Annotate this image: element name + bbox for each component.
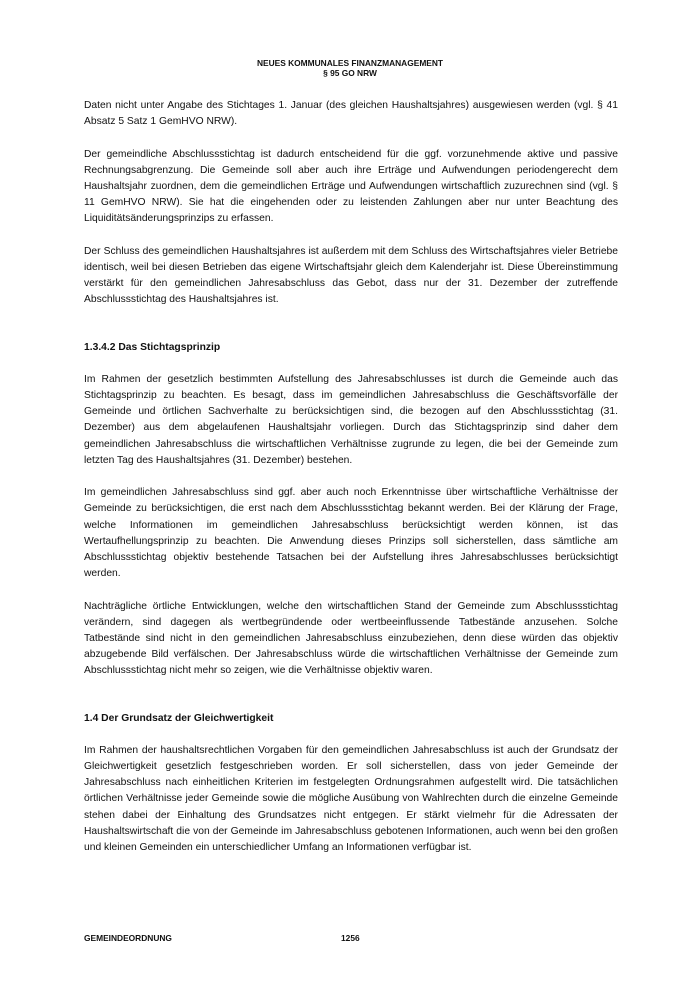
paragraph: Daten nicht unter Angabe des Stichtages 1. Januar (des gleichen Haushaltsjahres) ausgewiesen werden (vgl. § 41 Absatz 5 Satz 1 GemHVO NRW).: [84, 100, 618, 128]
section-heading: 1.4 Der Grundsatz der Gleichwertigkeit: [84, 712, 274, 724]
paragraph: Im gemeindlichen Jahresabschluss sind ggf. aber auch noch Erkenntnisse über wirtschaftliche Verhältnisse der Gemeinde zu berücksichtigen, die erst nach dem Abschlussstichtag bekannt werden. Bei der Klärung der Frage, welche Informationen im gemeindlichen Jahresabschluss berücksichtigt werden können, ist das Wertaufhellungsprinzip zu beachten. Die Anwendung dieses Prinzips soll sicherstellen, dass sämtliche am Abschlussstichtag objektiv bestehende Tatsachen bei der Aufstellung ihres Jahresabschlusses berücksichtigt werden.: [84, 487, 618, 580]
paragraph: Der gemeindliche Abschlussstichtag ist dadurch entscheidend für die ggf. vorzunehmende aktive und passive Rechnungsabgrenzung. Die Gemeinde soll aber auch ihre Erträge und Aufwendungen periodengerecht dem Haushaltsjahr zuordnen, dem die gemeindlichen Erträge und Aufwendungen wirtschaftlich zuzurechnen sind (vgl. § 11 GemHVO NRW). Sie hat die eingehenden oder zu leistenden Zahlungen aber nur unter Beachtung des Liquiditätsänderungsprinzips zu erfassen.: [84, 148, 618, 225]
section-heading: 1.3.4.2 Das Stichtagsprinzip: [84, 341, 221, 353]
paragraph: Im Rahmen der gesetzlich bestimmten Aufstellung des Jahresabschlusses ist durch die Gemeinde auch das Stichtagsprinzip zu beachten. Es besagt, dass im gemeindlichen Jahresabschluss die Geschäftsvorfälle der Gemeinde und örtlichen Sachverhalte zu berücksichtigen sind, die bezogen auf den Abschlussstichtag (31. Dezember) aus dem abgelaufenen Haushaltsjahr vorliegen. Durch das Stichtagsprinzip sind daher dem gemeindlichen Jahresabschluss die wirtschaftlichen Verhältnisse zugrunde zu legen, die bei der Gemeinde zum letzten Tag des Haushaltsjahres (31. Dezember) bestehen.: [84, 373, 618, 466]
document-body: [84, 98, 618, 856]
paragraph: Nachträgliche örtliche Entwicklungen, welche den wirtschaftlichen Stand der Gemeinde zum Abschlussstichtag verändern, sind dagegen als wertbegründende oder wertbeeinflussende Tatbestände anzusehen. Solche Tatbestände sind nicht in den gemeindlichen Jahresabschluss einzubeziehen, denn diese würden das objektiv abzugebende Bild verfälschen. Der Jahresabschluss würde die wirtschaftlichen Verhältnisse der Gemeinde zum Abschlussstichtag nicht mehr so zeigen, wie die Verhältnisse objektiv waren.: [84, 600, 618, 677]
page-number: 1256: [341, 933, 360, 943]
paragraph: Im Rahmen der haushaltsrechtlichen Vorgaben für den gemeindlichen Jahresabschluss ist auch der Grundsatz der Gleichwertigkeit gesetzlich festgeschrieben worden. Er soll sicherstellen, dass von jeder Gemeinde der Jahresabschluss nach einheitlichen Kriterien im festgelegten Ordnungsrahmen aufgestellt wird. Die tatsächlichen örtlichen Verhältnisse jeder Gemeinde sowie die mögliche Ausübung von Wahlrechten durch die einzelne Gemeinde stehen dabei der Einhaltung des Grundsatzes nicht entgegen. Er stärkt vielmehr für die Adressaten der Haushaltswirtschaft die von der Gemeinde im Jahresabschluss gebotenen Informationen, auch wenn bei den großen und kleinen Gemeinden ein unterschiedlicher Umfang an Informationen verfügbar ist.: [84, 744, 618, 854]
header-subtitle: § 95 GO NRW: [323, 68, 377, 78]
paragraph: Der Schluss des gemeindlichen Haushaltsjahres ist außerdem mit dem Schluss des Wirtschaftsjahres vieler Betriebe identisch, weil bei diesen Betrieben das eigene Wirtschaftsjahr gleich dem Kalenderjahr ist. Diese Übereinstimmung verstärkt für den gemeindlichen Jahresabschluss das Gebot, dass nur der 31. Dezember der zutreffende Abschlussstichtag des Haushaltsjahres ist.: [84, 245, 618, 306]
footer-label: GEMEINDEORDNUNG: [84, 933, 172, 943]
header-title: NEUES KOMMUNALES FINANZMANAGEMENT: [256, 58, 444, 68]
page-header: [0, 58, 700, 78]
